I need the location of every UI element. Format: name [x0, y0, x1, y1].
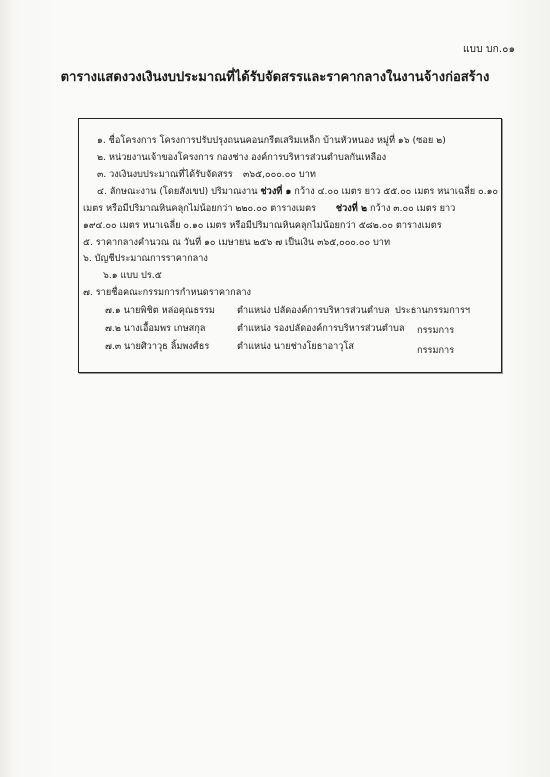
section-1-label: ช่วงที่ ๑ [260, 186, 292, 197]
form-code: แบบ บก.๐๑ [463, 44, 516, 55]
item-estimate-list: ๖. บัญชีประมาณการราคากลาง [83, 253, 208, 264]
item-agency: ๒. หน่วยงานเจ้าของโครงการ กองช่าง องค์การบริหารส่วนตำบลกันเหลือง [97, 152, 387, 163]
item-reference-price: ๕. ราคากลางคำนวณ ณ วันที่ ๑๐ เมษายน ๒๕๖ ๗ เป็นเงิน ๓๖๕,๐๐๐.๐๐ บาท [83, 237, 391, 248]
committee-member-2-name: ๗.๒ นางเอื้อมพร เกษสกุล [105, 323, 206, 334]
work-description-lead: ๔. ลักษณะงาน (โดยสังเขป) ปริมาณงาน [97, 186, 258, 197]
item-work-description-line3: ๑๙๔.๐๐ เมตร หนาเฉลี่ย ๐.๑๐ เมตร หรือมีปริมาณหินคลุกไม่น้อยกว่า ๕๘๒.๐๐ ตารางเมตร [83, 220, 442, 231]
item-work-description-line1 [97, 186, 498, 198]
section-2-label: ช่วงที่ ๒ [335, 203, 368, 214]
committee-member-2-role: กรรมการ [417, 325, 455, 336]
item-budget-label: ๓. วงเงินงบประมาณที่ได้รับจัดสรร [97, 169, 233, 180]
item-committee-heading: ๗. รายชื่อคณะกรรมการกำหนดราคากลาง [83, 287, 251, 298]
committee-member-1-name: ๗.๑ นายพิชิต หล่อคุณธรรม [105, 305, 215, 316]
committee-member-3-name: ๗.๓ นายศิวาวุธ ลิ้มพงศ์ธร [105, 341, 210, 352]
committee-member-1-position: ตำแหน่ง ปลัดองค์การบริหารส่วนตำบล [237, 305, 390, 316]
committee-member-1-role: ประธานกรรมการฯ [395, 305, 471, 316]
section-1-volume: เมตร หรือมีปริมาณหินคลุกไม่น้อยกว่า ๒๒๐.๐๐ ตารางเมตร [83, 203, 317, 214]
committee-member-2-position: ตำแหน่ง รองปลัดองค์การบริหารส่วนตำบล [237, 323, 405, 334]
document-title: ตารางแสดงวงเงินงบประมาณที่ได้รับจัดสรรและราคากลางในงานจ้างก่อสร้าง [60, 70, 490, 85]
section-1-spec: กว้าง ๔.๐๐ เมตร ยาว ๕๕.๐๐ เมตร หนาเฉลี่ย ๐.๑๐ [291, 186, 499, 197]
item-budget-amount: ๓๖๕,๐๐๐.๐๐ บาท [243, 169, 316, 180]
committee-member-3-role: กรรมการ [417, 345, 455, 356]
section-2-spec: กว้าง ๓.๐๐ เมตร ยาว [367, 203, 456, 214]
item-project-name: ๑. ชื่อโครงการ โครงการปรับปรุงถนนคอนกรีตเสริมเหล็ก บ้านหัวหนอง หมู่ที่ ๑๖ (ซอย ๒) [97, 135, 446, 146]
item-estimate-form: ๖.๑ แบบ ปร.๕ [103, 270, 162, 281]
project-details-box [78, 118, 502, 373]
committee-member-3-position: ตำแหน่ง นายช่างโยธาอาวุโส [237, 341, 354, 352]
item-work-description-line2 [83, 203, 455, 215]
